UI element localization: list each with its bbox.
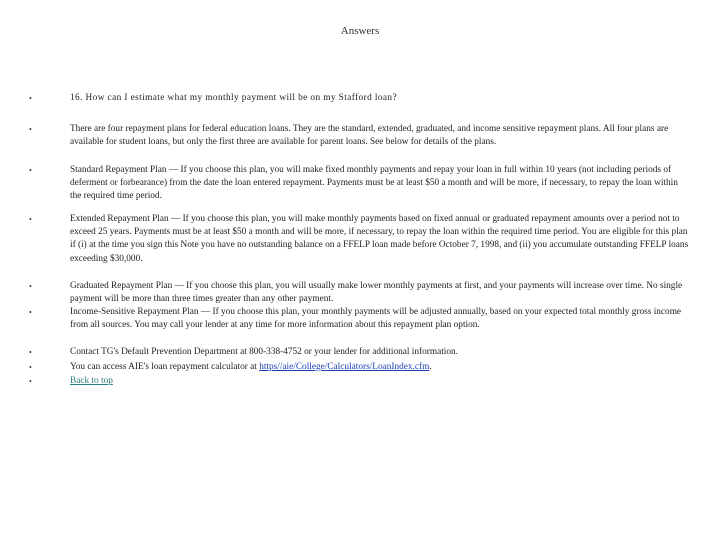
calculator-text-after: .: [429, 362, 432, 372]
bullet-icon: •: [29, 377, 32, 386]
bullet-icon: •: [29, 215, 32, 224]
list-item-income-sensitive-plan: [29, 306, 689, 332]
list-item-repayment-plans: [29, 123, 689, 149]
list-item-graduated-plan: [29, 280, 689, 306]
bullet-icon: •: [29, 308, 32, 317]
list-item-calculator: [29, 361, 689, 374]
standard-plan-text: Standard Repayment Plan — If you choose this plan, you will make fixed monthly payments and repay your loan in full within 10 years (not including periods of deferment or forbearance) from the date the loan entered repayment. Payments must be at least $50 a month and will be more, if necessary, to repay the loan within the required time period.: [70, 165, 678, 202]
calculator-text-before: You can access AIE's loan repayment calculator at: [70, 362, 260, 372]
repayment-plans-text: There are four repayment plans for federal education loans. They are the standard, extended, graduated, and income sensitive repayment plans. All four plans are available for student loans, but only the first three are available for parent loans. See below for details of the plans.: [70, 124, 669, 148]
bullet-icon: •: [29, 348, 32, 357]
list-item-contact: [29, 346, 689, 359]
question-text: 16. How can I estimate what my monthly payment will be on my Stafford loan?: [70, 93, 398, 103]
list-item-standard-plan: [29, 164, 689, 204]
back-to-top-wrapper: [70, 375, 689, 388]
list-item-extended-plan: [29, 213, 689, 266]
contact-text: Contact TG's Default Prevention Department at 800-338-4752 or your lender for additional information.: [70, 347, 458, 357]
bullet-icon: •: [29, 94, 32, 103]
income-sensitive-plan-text: Income-Sensitive Repayment Plan — If you choose this plan, your monthly payments will be adjusted annually, based on your expected total monthly gross income from all sources. You may call your lender at any time for more information about this repayment plan option.: [70, 307, 682, 331]
list-item-back-to-top: [29, 375, 689, 388]
bullet-icon: •: [29, 125, 32, 134]
bullet-icon: •: [29, 363, 32, 372]
list-item-question: [29, 92, 689, 105]
page-title: Answers: [340, 25, 380, 37]
extended-plan-text: Extended Repayment Plan — If you choose this plan, you will make monthly payments based on fixed annual or graduated repayment amounts over a period not to exceed 25 years. Payments must be at least $50 a month and will be more, if necessary, to repay the loan within the required time period. You are eligible for this plan if (i) at the time you sign this Note you have no outstanding balance on a FFELP loan made before October 7, 1998, and (ii) you accumulate outstanding FFELP loans exceeding $30,000.: [70, 214, 689, 264]
calculator-text: [70, 361, 689, 374]
calculator-link[interactable]: https//aie/College/Calculators/LoanIndex.cfm: [259, 362, 430, 372]
bullet-icon: •: [29, 166, 32, 175]
back-to-top-link[interactable]: Back to top: [70, 376, 113, 386]
bullet-icon: •: [29, 282, 32, 291]
graduated-plan-text: Graduated Repayment Plan — If you choose this plan, you will usually make lower monthly payments at first, and your payments will increase over time. No single payment will be more than three times greater than any other payment.: [70, 281, 683, 305]
